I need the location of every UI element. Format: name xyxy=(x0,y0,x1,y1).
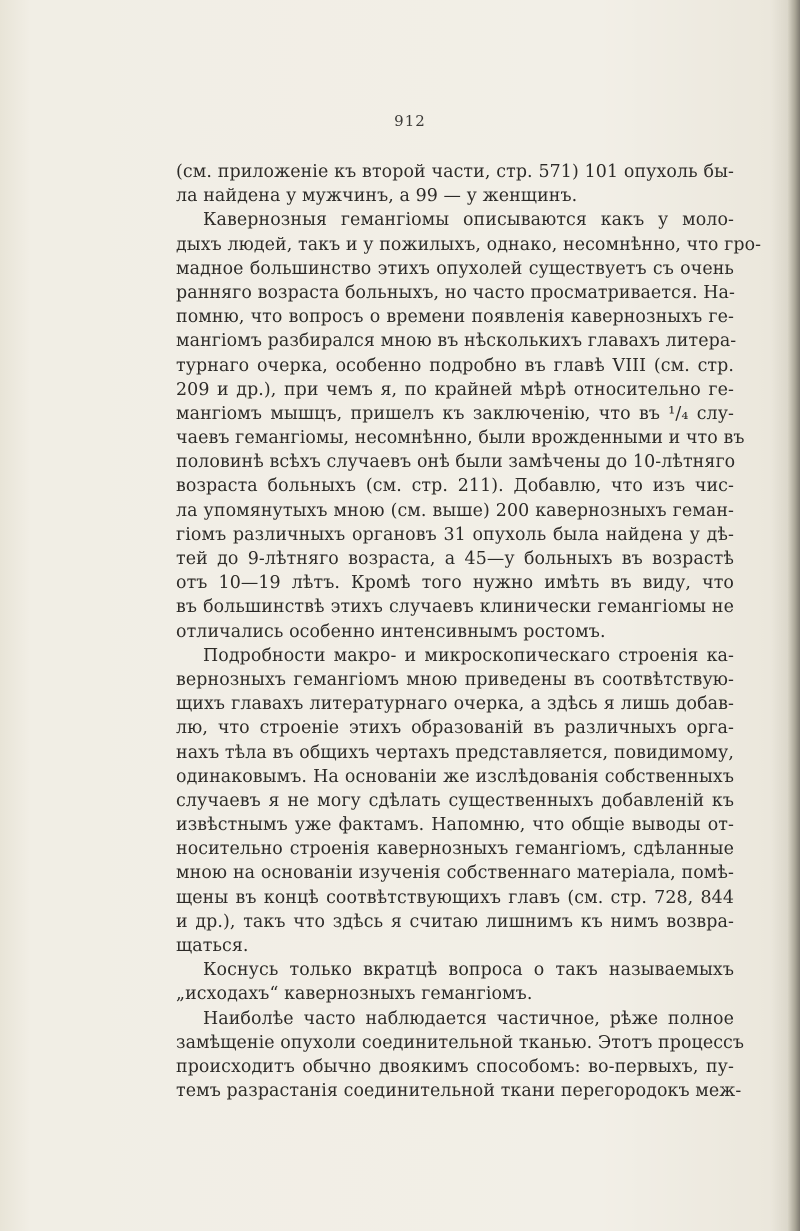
text-line: вернозныхъ гемангіомъ мною приведены въ соотвѣтствую- xyxy=(176,669,734,690)
text-line: носительно строенія кавернозныхъ гемангіомъ, сдѣланные xyxy=(176,839,734,860)
text-line: въ большинствѣ этихъ случаевъ клинически гемангіомы не xyxy=(176,597,734,618)
text-line: темъ разрастанія соединительной ткани перегородокъ меж- xyxy=(176,1081,742,1102)
text-line: ранняго возраста больныхъ, но часто просматривается. На- xyxy=(176,282,735,303)
text-line: половинѣ всѣхъ случаевъ онѣ были замѣчены до 10-лѣтняго xyxy=(176,452,736,473)
text-line: Коснусь только вкратцѣ вопроса о такъ называемыхъ xyxy=(203,960,734,981)
text-line: „исходахъ“ кавернозныхъ гемангіомъ. xyxy=(176,984,533,1005)
text-line: мангіомъ разбирался мною въ нѣсколькихъ главахъ литера- xyxy=(176,331,737,352)
text-line: мною на основаніи изученія собственнаго матеріала, помѣ- xyxy=(176,863,734,884)
text-line: ла упомянутыхъ мною (см. выше) 200 кавернозныхъ геман- xyxy=(176,500,734,521)
text-line: отъ 10—19 лѣтъ. Кромѣ того нужно имѣть въ виду, что xyxy=(176,573,734,594)
text-line: мадное большинство этихъ опухолей существуетъ съ очень xyxy=(176,258,734,279)
text-line: происходитъ обычно двоякимъ способомъ: во-первыхъ, пу- xyxy=(176,1056,734,1077)
text-line: случаевъ я не могу сдѣлать существенныхъ добавленій къ xyxy=(176,790,734,811)
text-line: замѣщеніе опухоли соединительной тканью. Этотъ процессъ xyxy=(176,1032,745,1053)
text-line: помню, что вопросъ о времени появленія кавернозныхъ ге- xyxy=(176,307,734,328)
text-line: щены въ концѣ соотвѣтствующихъ главъ (см. стр. 728, 844 xyxy=(176,887,734,908)
text-line: чаевъ гемангіомы, несомнѣнно, были врожденными и что въ xyxy=(176,428,745,449)
text-line: Кавернозныя гемангіомы описываются какъ у моло- xyxy=(203,210,734,231)
text-line: ла найдена у мужчинъ, а 99 — у женщинъ. xyxy=(176,186,578,207)
text-line: 209 и др.), при чемъ я, по крайней мѣрѣ относительно ге- xyxy=(176,379,734,400)
page-number: 912 xyxy=(394,112,426,130)
text-line: и др.), такъ что здѣсь я считаю лишнимъ къ нимъ возвра- xyxy=(176,911,734,932)
text-line: мангіомъ мышцъ, пришелъ къ заключенію, что въ ¹/₄ слу- xyxy=(176,403,734,424)
text-line: одинаковымъ. На основаніи же изслѣдованія собственныхъ xyxy=(176,766,734,787)
text-line: гіомъ различныхъ органовъ 31 опухоль была найдена у дѣ- xyxy=(176,524,734,545)
text-line: тей до 9-лѣтняго возраста, а 45—у больныхъ въ возрастѣ xyxy=(176,549,734,569)
text-line: (см. приложеніе къ второй части, стр. 571) 101 опухоль бы- xyxy=(176,162,734,182)
page-body-text xyxy=(176,160,762,1103)
text-line: турнаго очерка, особенно подробно въ главѣ VIII (см. стр. xyxy=(176,355,734,376)
page-edge-shadow xyxy=(788,0,800,1231)
text-line: Подробности макро- и микроскопическаго строенія ка- xyxy=(203,645,734,666)
text-line: возраста больныхъ (см. стр. 211). Добавлю, что изъ чис- xyxy=(176,476,734,497)
text-line: щихъ главахъ литературнаго очерка, а здѣсь я лишь добав- xyxy=(176,694,734,715)
text-line: дыхъ людей, такъ и у пожилыхъ, однако, несомнѣнно, что гро- xyxy=(176,234,762,255)
text-line: щаться. xyxy=(176,936,249,956)
text-line: отличались особенно интенсивнымъ ростомъ. xyxy=(176,621,606,642)
text-line: Наиболѣе часто наблюдается частичное, рѣже полное xyxy=(203,1008,734,1029)
text-line: лю, что строеніе этихъ образованій въ различныхъ орга- xyxy=(176,718,734,739)
text-line: нахъ тѣла въ общихъ чертахъ представляется, повидимому, xyxy=(176,742,734,763)
text-line: извѣстнымъ уже фактамъ. Напомню, что общіе выводы от- xyxy=(176,815,734,836)
